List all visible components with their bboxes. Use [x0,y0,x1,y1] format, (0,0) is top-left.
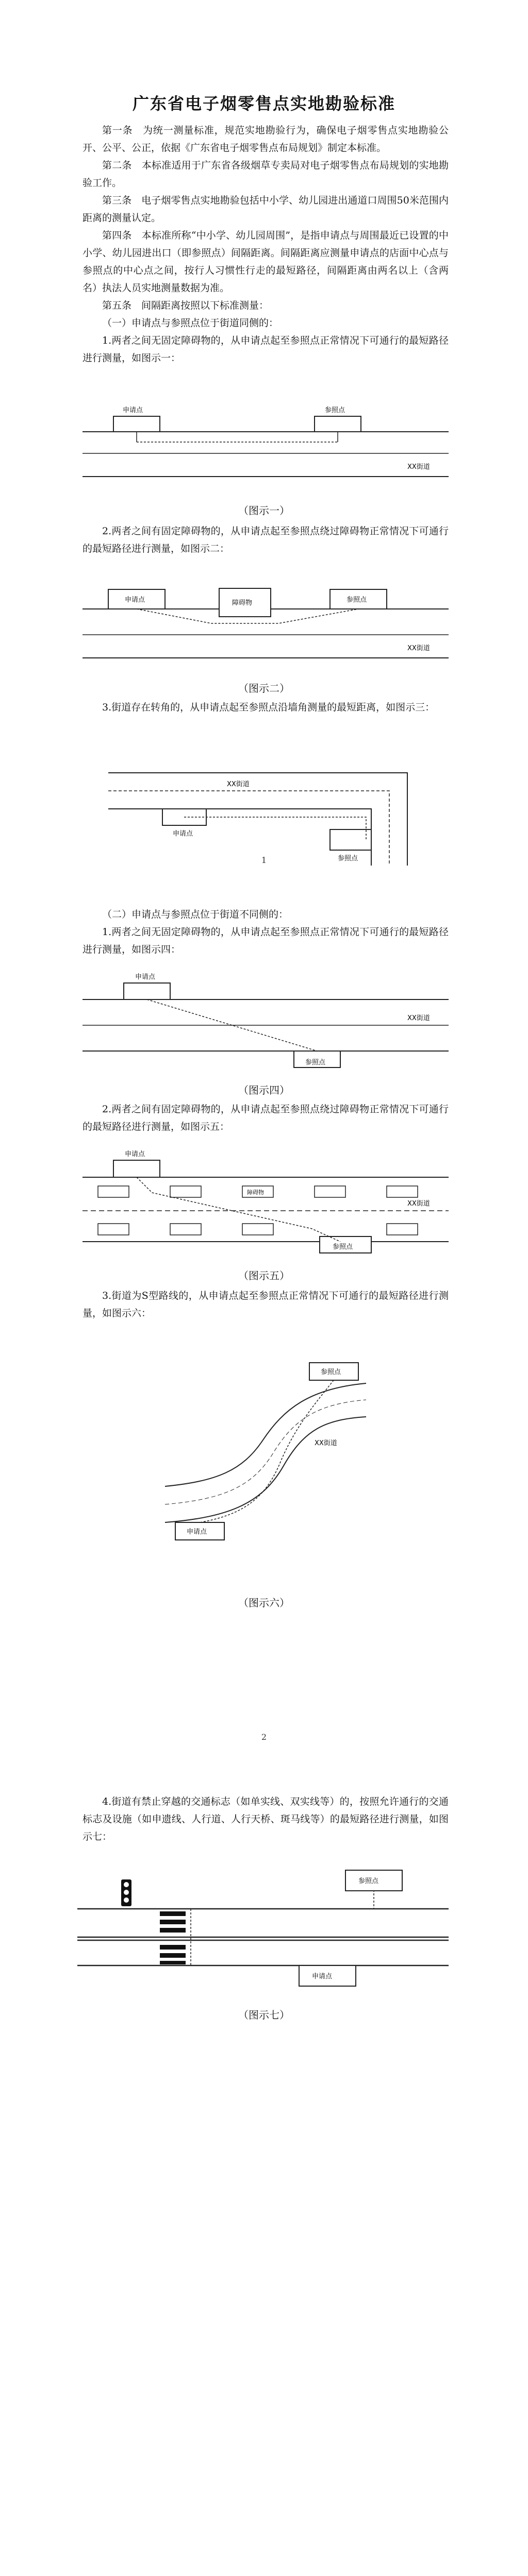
document-title: 广东省电子烟零售点实地勘验标准 [132,94,395,113]
fig5-ref-label: 参照点 [333,1243,353,1251]
fig6-road-label: XX街道 [315,1439,337,1447]
different-side-section [82,906,449,958]
obstacle-box [387,1224,418,1235]
fig4-road-label: XX街道 [407,1014,430,1022]
fig3-road-label: XX街道 [227,781,250,788]
rule-1-3-text: 3.街道存在转角的，从申请点起至参照点沿墙角测量的最短距离，如图示三： [102,702,435,713]
page-2 [0,781,528,1752]
s-road-inner [165,1417,366,1522]
apply-shop-box [113,1160,160,1177]
rule-2-3 [82,1287,449,1322]
fig5-apply-label: 申请点 [125,1150,145,1158]
measure-path [200,1380,334,1522]
rule-2-1: 1.两者之间无固定障碍物的，从申请点起至参照点正常情况下可通行的最短路径进行测量，如图示四： [82,926,449,955]
fig6-apply-label: 申请点 [187,1528,207,1536]
wall-outer [108,773,407,866]
obstacle-box [170,1224,201,1235]
rule-1-1: 1.两者之间无固定障碍物的，从申请点起至参照点正常情况下可通行的最短路径进行测量，如图示一： [82,335,449,364]
rule-2-2 [82,1100,449,1136]
apply-shop-box [124,983,170,999]
fig2-apply-label: 申请点 [125,596,145,604]
page-number: 2 [261,1732,267,1742]
figure-1-diagram [77,392,454,489]
obstacle-box [98,1186,129,1197]
figure-1-caption: （图示一） [238,504,290,517]
measure-path [137,1177,340,1242]
fig3-ref-label: 参照点 [338,855,358,862]
measure-path [191,1891,374,1965]
rule-2-4 [82,1793,449,1845]
fig5-obstacle-label: 障碍物 [247,1189,264,1196]
ref-school-box [330,829,371,850]
figure-2-caption: （图示二） [238,682,290,694]
page-1 [0,0,528,876]
figure-3-diagram [77,752,454,876]
obstacle-box [170,1186,201,1197]
figure-4-diagram [77,963,454,1072]
article-4: 第四条 本标准所称“中小学、幼儿园周围”，是指申请点与周围最近已设置的中小学、幼儿园进出口（即参照点）间隔距离。间隔距离应测量申请点的店面中心点与参照点的中心点之间，按行人习惯性行走的最短路径，间隔距离由两名以上（含两名）执法人员实地测量数据为准。 [82,230,449,294]
rule-2-4-text: 4.街道有禁止穿越的交通标志（如单实线、双实线等）的，按照允许通行的交通标志及设施（如申遗线、人行道、人行天桥、斑马线等）的最短路径进行测量，如图示七： [82,1796,449,1842]
fig5-road-label: XX街道 [407,1200,430,1208]
s-road-outer [165,1383,366,1486]
fig6-ref-label: 参照点 [321,1368,341,1376]
rule-1-3 [82,699,449,716]
fig4-ref-label: 参照点 [305,1059,326,1066]
article-2: 第二条 本标准适用于广东省各级烟草专卖局对电子烟零售点布局规划的实地勘验工作。 [82,160,449,189]
figure-2-diagram [77,557,454,666]
article-5: 第五条 间隔距离按照以下标准测量： [102,300,269,311]
ref-school-box [315,416,361,432]
figure-7-diagram [72,1860,454,1994]
page-3 [0,1752,528,2576]
figure-6-caption: （图示六） [238,1597,290,1609]
fig7-apply-label: 申请点 [312,1973,333,1980]
rule-1-2-text: 2.两者之间有固定障碍物的，从申请点起至参照点绕过障碍物正常情况下可通行的最短路径进行测量，如图示二： [82,526,449,554]
section-same-side: （一）申请点与参照点位于街道同侧的： [102,317,279,329]
fig1-road-label: XX街道 [407,463,430,471]
fig2-road-label: XX街道 [407,645,430,652]
fig2-obstacle-label: 障碍物 [232,599,253,607]
obstacle-box [315,1186,345,1197]
apply-shop-box [113,416,160,432]
fig3-apply-label: 申请点 [173,830,193,838]
fig1-ref-label: 参照点 [325,406,345,414]
fig7-ref-label: 参照点 [358,1877,379,1885]
traffic-light-lamp [124,1890,129,1895]
rule-1-2 [82,522,449,557]
figure-4-caption: （图示四） [238,1084,290,1096]
fig4-apply-label: 申请点 [135,973,156,981]
traffic-light-lamp [124,1897,129,1903]
rule-2-3-text: 3.街道为S型路线的，从申请点起至参照点正常情况下可通行的最短路径进行测量，如图示六： [82,1290,449,1319]
rule-2-2-text: 2.两者之间有固定障碍物的，从申请点起至参照点绕过障碍物正常情况下可通行的最短路径进行测量，如图示五： [82,1104,449,1132]
zebra-crossing [160,1911,186,1964]
page-number: 1 [261,855,267,865]
obstacle-box [242,1224,273,1235]
traffic-light-lamp [124,1882,129,1887]
obstacle-box [98,1224,129,1235]
section-diff-side: （二）申请点与参照点位于街道不同侧的： [102,909,289,920]
figure-5-caption: （图示五） [238,1269,290,1282]
fig1-apply-label: 申请点 [123,406,143,414]
article-1: 第一条 为统一测量标准，规范实地勘验行为，确保电子烟零售点实地勘验公开、公平、公正，依据《广东省电子烟零售点布局规划》制定本标准。 [82,125,449,154]
obstacle-box [387,1186,418,1197]
figure-5-diagram [77,1139,454,1257]
figure-6-diagram [155,1352,376,1579]
intro-section [82,122,449,367]
fig2-ref-label: 参照点 [346,596,367,604]
article-3: 第三条 电子烟零售点实地勘验包括中小学、幼儿园进出通道口周围50米范围内距离的测量认定。 [82,195,449,224]
figure-7-caption: （图示七） [238,2009,290,2021]
